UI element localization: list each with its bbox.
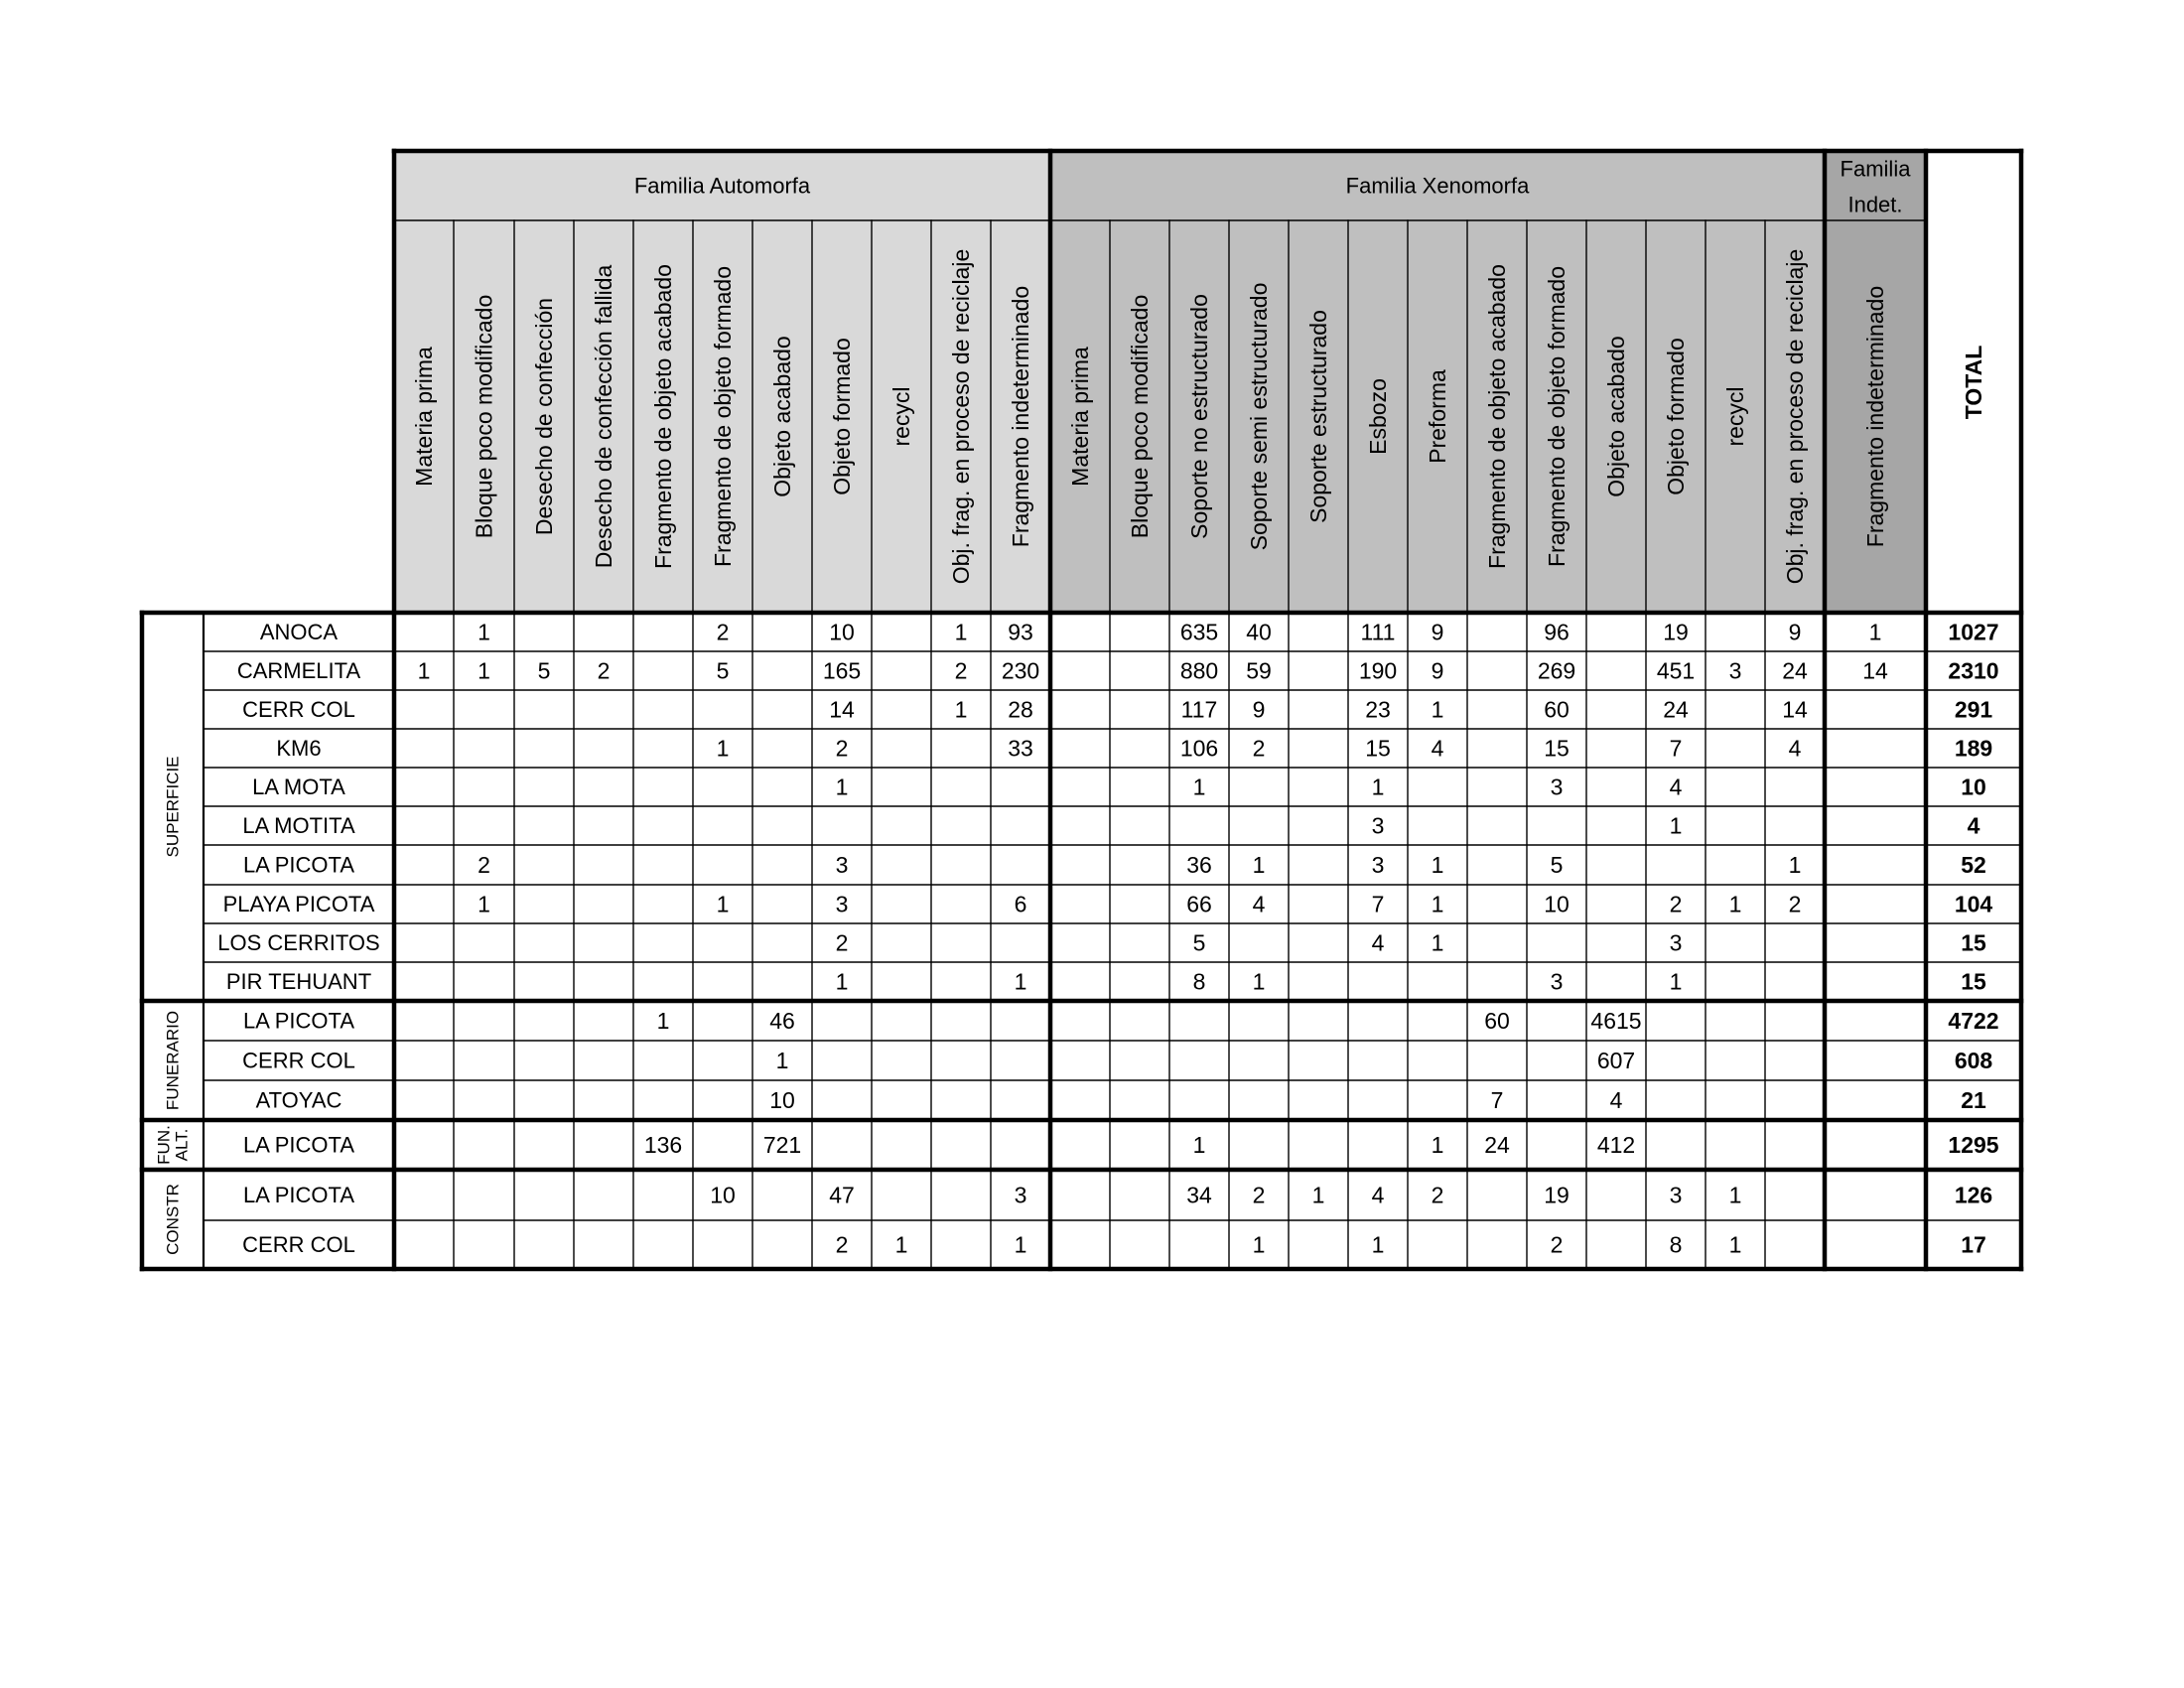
table-cell-value: 1 [1431,1132,1444,1158]
table-cell-value: 59 [1246,657,1272,684]
row-total: 21 [1961,1087,1986,1113]
table-cell-value: 2 [1550,1231,1564,1258]
table-cell-value: 36 [1186,852,1212,878]
table-cell-value: 1 [1669,968,1683,995]
table-cell-value: 2 [1788,891,1802,917]
table-cell-value: 1 [1431,929,1444,956]
site-name: ANOCA [259,620,339,644]
column-header: Fragmento de objeto formado [710,265,736,568]
table-cell-value: 60 [1544,696,1570,723]
table-cell-value: 3 [1371,852,1385,878]
site-name: LA PICOTA [242,1008,355,1034]
table-cell-value: 1 [1788,852,1802,878]
table-cell-value: 2 [1252,735,1266,762]
table-cell-value: 60 [1484,1008,1510,1034]
site-name: PIR TEHUANT [225,969,372,994]
table-cell-value: 9 [1252,696,1266,723]
table-cell-value: 6 [1014,891,1027,917]
column-header: Objeto formado [829,338,855,495]
table-cell-value: 635 [1179,619,1219,645]
table-cell-value: 14 [1862,657,1888,684]
column-header: Esbozo [1365,378,1391,455]
table-cell-value: 19 [1544,1182,1570,1208]
table-cell-value: 106 [1179,735,1219,762]
row-total: 104 [1954,891,1993,917]
column-header: Fragmento de objeto formado [1544,265,1570,568]
table-cell-value: 1 [478,619,490,645]
table-cell-value: 1 [1669,812,1683,839]
column-header: Materia prima [1067,347,1093,487]
row-total: 15 [1961,929,1986,956]
table-cell-value: 15 [1544,735,1570,762]
row-total: 189 [1954,735,1993,762]
table-cell-value: 269 [1537,657,1576,684]
site-name: LA MOTA [252,774,345,799]
table-cell-value: 2 [835,1231,849,1258]
table-cell-value: 28 [1008,696,1033,723]
column-header: Preforma [1425,369,1450,464]
column-header: Obj. frag. en proceso de reciclaje [948,248,974,585]
table-cell-value: 5 [537,657,551,684]
table-cell-value: 1 [1014,1231,1027,1258]
column-header: Desecho de confección fallida [591,264,616,569]
table-cell-value: 1 [716,735,730,762]
table-cell-value: 3 [1371,812,1385,839]
row-total: 1027 [1948,619,1999,645]
table-cell-value: 2 [1431,1182,1444,1208]
table-cell-value: 47 [829,1182,855,1208]
table-cell-value: 15 [1365,735,1391,762]
table-cell-value: 1 [775,1048,789,1073]
column-header: Obj. frag. en proceso de reciclaje [1782,248,1808,585]
column-header: recycl [1722,386,1748,447]
table-cell-value: 1 [478,891,490,917]
site-name: LA PICOTA [242,852,355,878]
table-cell-value: 136 [643,1132,683,1158]
table-cell-value: 3 [835,852,849,878]
site-name: CARMELITA [236,658,361,683]
table-cell-value: 9 [1431,657,1444,684]
group-label: FUN. [154,1125,174,1165]
table-cell-value: 1 [1431,852,1444,878]
table-cell-value: 24 [1782,657,1808,684]
column-header: Fragmento de objeto acabado [1484,264,1510,569]
group-label: SUPERFICIE [163,756,183,858]
site-name: CERR COL [242,1232,355,1257]
table-cell-value: 607 [1596,1048,1636,1073]
table-cell-value: 4 [1371,1182,1385,1208]
table-cell-value: 10 [710,1182,736,1208]
row-total: 15 [1961,968,1986,995]
table-cell-value: 117 [1180,696,1218,723]
column-header: Bloque poco modificado [1127,294,1153,539]
table-cell-value: 2 [835,929,849,956]
group-label: CONSTR [163,1184,183,1255]
table-cell-value: 24 [1484,1132,1510,1158]
table-cell-value: 9 [1788,619,1802,645]
table-cell-value: 33 [1008,735,1033,762]
table-cell-value: 111 [1360,619,1396,645]
table-cell-value: 4 [1669,774,1683,800]
table-cell-value: 165 [822,657,862,684]
column-header: Desecho de confección [531,297,557,536]
table-cell-value: 7 [1490,1087,1504,1113]
family-automorfa-header: Familia Automorfa [633,173,811,199]
site-name: CERR COL [242,697,355,722]
table-cell-value: 1 [835,968,849,995]
column-header: Objeto formado [1663,338,1689,495]
row-total: 4722 [1948,1008,1999,1034]
row-total: 126 [1954,1182,1993,1208]
family-xenomorfa-header: Familia Xenomorfa [1345,173,1530,199]
column-header: Fragmento indeterminado [1008,285,1033,548]
table-cell-value: 1 [1371,1231,1385,1258]
site-name: PLAYA PICOTA [222,892,375,916]
table-cell-value: 4 [1609,1087,1623,1113]
table-cell-value: 1 [417,657,431,684]
table-cell-value: 1 [894,1231,908,1258]
site-name: LA MOTITA [242,813,355,838]
table-cell-value: 1 [1192,774,1206,800]
site-name: LA PICOTA [242,1132,355,1158]
table-cell-value: 1 [656,1008,670,1034]
table-cell-value: 1 [954,619,968,645]
column-header: Materia prima [411,347,437,487]
row-total: 1295 [1948,1132,1999,1158]
table-cell-value: 1 [1431,696,1444,723]
table-cell-value: 4 [1788,735,1802,762]
table-cell-value: 5 [1550,852,1564,878]
table-cell-value: 1 [1431,891,1444,917]
site-name: LOS CERRITOS [217,930,380,955]
table-cell-value: 4 [1252,891,1266,917]
table-cell-value: 1 [1252,852,1266,878]
column-header: Soporte no estructurado [1186,294,1212,539]
table-cell-value: 1 [1192,1132,1206,1158]
table-cell-value: 23 [1365,696,1391,723]
table-cell-value: 10 [1544,891,1570,917]
table-cell-value: 1 [478,657,490,684]
group-label: FUNERARIO [163,1010,183,1111]
table-cell-value: 1 [1252,1231,1266,1258]
row-total: 17 [1961,1231,1986,1258]
family-indet-header: Indet. [1847,192,1903,217]
table-cell-value: 7 [1371,891,1385,917]
table-cell-value: 2 [1252,1182,1266,1208]
table-cell-value: 1 [716,891,730,917]
table-cell-value: 3 [1014,1182,1027,1208]
table-cell-value: 24 [1663,696,1689,723]
table-cell-value: 3 [835,891,849,917]
table-cell-value: 1 [1728,1182,1742,1208]
table-cell-value: 10 [829,619,855,645]
table-cell-value: 1 [1252,968,1266,995]
row-total: 608 [1954,1048,1993,1073]
table-cell-value: 3 [1669,929,1683,956]
column-header: Objeto acabado [1603,336,1629,497]
row-total: 10 [1961,774,1986,800]
table-cell-value: 2 [716,619,730,645]
table-cell-value: 721 [762,1132,802,1158]
table-cell-value: 9 [1431,619,1444,645]
table-cell-value: 1 [1868,619,1882,645]
table-cell-value: 1 [1371,774,1385,800]
table-cell-value: 14 [1782,696,1808,723]
table-cell-value: 8 [1192,968,1206,995]
column-header: Soporte semi estructurado [1246,282,1272,551]
table-cell-value: 2 [835,735,849,762]
group-label: ALT. [172,1128,192,1162]
table-cell-value: 880 [1179,657,1219,684]
table-cell-value: 34 [1186,1182,1212,1208]
table-cell-value: 1 [954,696,968,723]
column-header: Objeto acabado [769,336,795,497]
table-cell-value: 1 [1728,891,1742,917]
row-total: 4 [1967,812,1980,839]
table-cell-value: 66 [1186,891,1212,917]
table-cell-value: 1 [835,774,849,800]
table-cell-value: 190 [1358,657,1398,684]
family-indet-header: Familia [1840,156,1911,182]
column-header: Fragmento indeterminado [1862,285,1888,548]
table-cell-value: 4615 [1590,1008,1642,1034]
site-name: ATOYAC [255,1087,342,1113]
table-cell-value: 5 [716,657,730,684]
table-cell-value: 3 [1550,774,1564,800]
row-total: 52 [1961,852,1986,878]
table-cell-value: 93 [1008,619,1033,645]
site-name: LA PICOTA [242,1183,355,1207]
table-cell-value: 96 [1544,619,1570,645]
column-header: Fragmento de objeto acabado [650,264,676,569]
table-cell-value: 14 [829,696,855,723]
column-header: Soporte estructurado [1305,310,1331,523]
table-cell-value: 5 [1192,929,1206,956]
table-cell-value: 7 [1669,735,1683,762]
table-cell-value: 19 [1663,619,1689,645]
table-cell-value: 40 [1246,619,1272,645]
table-cell-value: 2 [478,852,490,878]
table-cell-value: 2 [954,657,968,684]
site-name: KM6 [276,736,322,761]
table-cell-value: 1 [1014,968,1027,995]
table-cell-value: 1 [1728,1231,1742,1258]
table-cell-value: 4 [1431,735,1444,762]
table-cell-value: 3 [1728,657,1742,684]
site-name: CERR COL [242,1048,355,1073]
table-cell-value: 451 [1656,657,1696,684]
row-total: 291 [1954,696,1993,723]
table-cell-value: 46 [769,1008,795,1034]
table-cell-value: 3 [1669,1182,1683,1208]
table-cell-value: 2 [1669,891,1683,917]
column-header: Bloque poco modificado [471,294,497,539]
table-cell-value: 1 [1311,1182,1325,1208]
table-cell-value: 10 [769,1087,795,1113]
column-header: recycl [888,386,914,447]
row-total: 2310 [1948,657,1999,684]
total-column-header: TOTAL [1961,345,1986,420]
table-cell-value: 3 [1550,968,1564,995]
table-cell-value: 230 [1001,657,1040,684]
table-cell-value: 8 [1669,1231,1683,1258]
table-cell-value: 4 [1371,929,1385,956]
table-cell-value: 412 [1596,1132,1636,1158]
table-cell-value: 2 [597,657,611,684]
